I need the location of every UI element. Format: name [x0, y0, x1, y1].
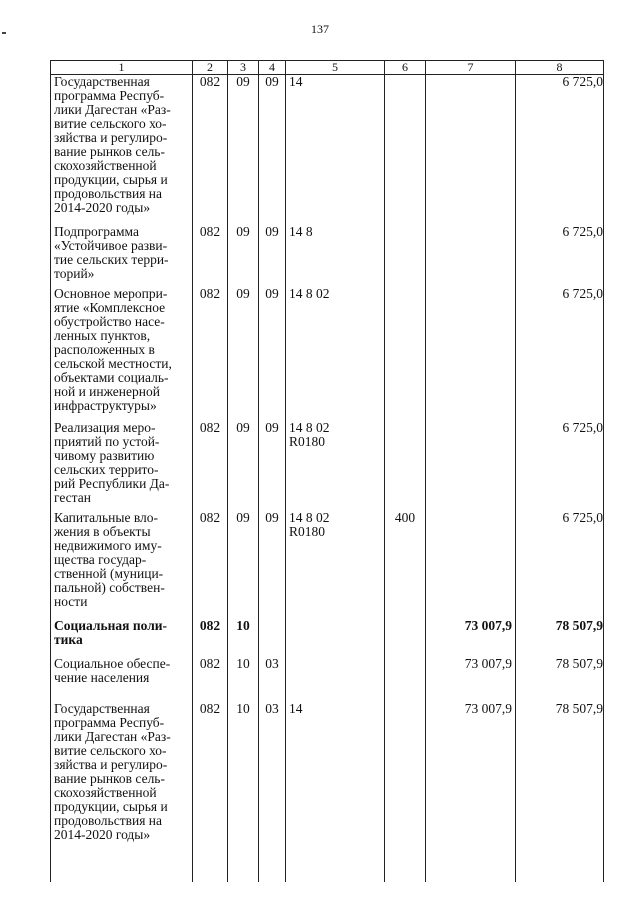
row-name-line: пальной) собствен-	[54, 579, 165, 595]
row-name-line: тика	[54, 631, 83, 647]
row-name-line: ленных пунктов,	[54, 327, 151, 343]
row-name-line: ятие «Комплексное	[54, 299, 166, 315]
row-name-line: щества государ-	[54, 551, 147, 567]
row-name-line: Капитальные вло-	[54, 509, 158, 525]
row-name-line: Подпрограмма	[54, 223, 139, 239]
target-article-line: R0180	[289, 433, 326, 449]
budget-table	[50, 60, 604, 882]
empty-cell	[426, 852, 516, 882]
amount-col-8-cell: 6 725,0	[516, 511, 604, 619]
target-article-cell	[286, 702, 385, 852]
table-row	[51, 702, 604, 852]
row-name-line: 2014-2020 годы»	[54, 826, 151, 842]
code-cell: 082	[193, 287, 228, 421]
row-name-line: скохозяйственной	[54, 158, 157, 173]
row-name-line: витие сельского хо-	[54, 742, 167, 758]
amount-col-7-cell	[426, 225, 516, 287]
subsection-cell: 03	[259, 657, 286, 702]
amount-col-8-cell: 78 507,9	[516, 657, 604, 702]
row-name-line: лики Дагестан «Раз-	[54, 728, 171, 744]
row-name-line: приятий по устой-	[54, 433, 160, 449]
row-name-line: сельских террито-	[54, 461, 159, 477]
amount-col-7-cell: 73 007,9	[426, 702, 516, 852]
row-name-line: Государственная	[54, 74, 150, 89]
code-cell: 082	[193, 702, 228, 852]
row-name-line: инфраструктуры»	[54, 397, 157, 413]
table-row	[51, 619, 604, 657]
row-name-cell	[51, 421, 193, 511]
expense-type-cell	[385, 702, 426, 852]
amount-col-8-cell: 6 725,0	[516, 225, 604, 287]
subsection-cell: 09	[259, 225, 286, 287]
target-article-line: 14 8 02	[289, 285, 330, 301]
code-cell: 082	[193, 619, 228, 657]
amount-col-7-cell: 73 007,9	[426, 657, 516, 702]
row-name-line: ной и инженерной	[54, 383, 160, 399]
code-cell: 082	[193, 75, 228, 225]
row-name-cell	[51, 657, 193, 702]
row-name-line: Реализация меро-	[54, 419, 156, 435]
subsection-cell: 09	[259, 421, 286, 511]
target-article-line: 14 8 02	[289, 419, 330, 435]
section-cell: 09	[228, 421, 259, 511]
amount-col-8-cell: 6 725,0	[516, 421, 604, 511]
row-name-line: Социальная поли-	[54, 617, 168, 633]
code-cell: 082	[193, 225, 228, 287]
subsection-cell: 09	[259, 287, 286, 421]
amount-col-7-cell	[426, 511, 516, 619]
subsection-cell	[259, 619, 286, 657]
header-col-6: 6	[385, 61, 426, 75]
row-name-cell	[51, 75, 193, 225]
section-cell: 09	[228, 511, 259, 619]
target-article-line: 14 8	[289, 223, 313, 239]
row-name-cell	[51, 287, 193, 421]
section-cell: 09	[228, 75, 259, 225]
row-name-line: продовольствия на	[54, 812, 162, 828]
expense-type-cell	[385, 657, 426, 702]
section-cell: 09	[228, 287, 259, 421]
row-name-line: 2014-2020 годы»	[54, 200, 151, 215]
amount-col-8-cell: 6 725,0	[516, 287, 604, 421]
amount-col-7-cell	[426, 287, 516, 421]
row-name-line: программа Респуб-	[54, 714, 165, 730]
table-tail	[51, 852, 604, 882]
row-name-line: лики Дагестан «Раз-	[54, 102, 171, 117]
row-name-line: Социальное обеспе-	[54, 655, 171, 671]
table-row	[51, 657, 604, 702]
row-name-line: тие сельских терри-	[54, 251, 169, 267]
header-col-3: 3	[228, 61, 259, 75]
row-name-line: программа Респуб-	[54, 88, 165, 103]
target-article-cell	[286, 421, 385, 511]
target-article-cell	[286, 287, 385, 421]
subsection-cell: 09	[259, 511, 286, 619]
code-cell: 082	[193, 421, 228, 511]
row-name-line: недвижимого иму-	[54, 537, 162, 553]
empty-cell	[228, 852, 259, 882]
header-row	[51, 61, 604, 75]
header-col-2: 2	[193, 61, 228, 75]
subsection-cell: 03	[259, 702, 286, 852]
row-name-line: объектами социаль-	[54, 369, 169, 385]
expense-type-cell	[385, 225, 426, 287]
amount-col-7-cell	[426, 75, 516, 225]
amount-col-7-cell: 73 007,9	[426, 619, 516, 657]
amount-col-8-cell: 78 507,9	[516, 702, 604, 852]
target-article-cell	[286, 511, 385, 619]
expense-type-cell: 400	[385, 511, 426, 619]
empty-cell	[385, 852, 426, 882]
empty-cell	[193, 852, 228, 882]
empty-cell	[259, 852, 286, 882]
row-name-line: продовольствия на	[54, 186, 162, 201]
page-number: 137	[311, 22, 329, 36]
row-name-cell	[51, 702, 193, 852]
expense-type-cell	[385, 421, 426, 511]
amount-col-8-cell: 6 725,0	[516, 75, 604, 225]
row-name-line: зяйства и регулиро-	[54, 756, 168, 772]
row-name-line: расположенных в	[54, 341, 155, 357]
target-article-cell	[286, 657, 385, 702]
row-name-line: сельской местности,	[54, 355, 172, 371]
target-article-line: 14	[289, 700, 303, 716]
section-cell: 09	[228, 225, 259, 287]
header-col-8: 8	[516, 61, 604, 75]
row-name-line: гестан	[54, 489, 91, 505]
table-row	[51, 225, 604, 287]
row-name-line: жения в объекты	[54, 523, 151, 539]
target-article-line: R0180	[289, 523, 326, 539]
row-name-line: продукции, сырья и	[54, 172, 168, 187]
table-row	[51, 511, 604, 619]
amount-col-8-cell: 78 507,9	[516, 619, 604, 657]
table-body	[51, 75, 604, 882]
header-col-5: 5	[286, 61, 385, 75]
row-name-line: рий Республики Да-	[54, 475, 170, 491]
margin-mark	[2, 32, 6, 34]
row-name-line: чивому развитию	[54, 447, 155, 463]
row-name-line: чение населения	[54, 669, 150, 685]
target-article-cell	[286, 75, 385, 225]
section-cell: 10	[228, 619, 259, 657]
row-name-line: «Устойчивое разви-	[54, 237, 168, 253]
target-article-cell	[286, 619, 385, 657]
subsection-cell: 09	[259, 75, 286, 225]
row-name-line: витие сельского хо-	[54, 116, 167, 131]
empty-cell	[51, 852, 193, 882]
amount-col-7-cell	[426, 421, 516, 511]
section-cell: 10	[228, 702, 259, 852]
target-article-cell	[286, 225, 385, 287]
row-name-line: продукции, сырья и	[54, 798, 168, 814]
header-col-7: 7	[426, 61, 516, 75]
row-name-line: торий»	[54, 265, 95, 281]
row-name-line: вание рынков сель-	[54, 144, 165, 159]
header-col-1: 1	[51, 61, 193, 75]
expense-type-cell	[385, 75, 426, 225]
table-row	[51, 421, 604, 511]
row-name-line: Основное меропри-	[54, 285, 168, 301]
row-name-line: обустройство насе-	[54, 313, 165, 329]
code-cell: 082	[193, 657, 228, 702]
table-row	[51, 287, 604, 421]
table-row	[51, 75, 604, 225]
row-name-cell	[51, 225, 193, 287]
row-name-line: вание рынков сель-	[54, 770, 165, 786]
row-name-cell	[51, 511, 193, 619]
header-col-4: 4	[259, 61, 286, 75]
code-cell: 082	[193, 511, 228, 619]
empty-cell	[516, 852, 604, 882]
row-name-line: ственной (муници-	[54, 565, 164, 581]
target-article-line: 14	[289, 74, 303, 89]
row-name-line: Государственная	[54, 700, 150, 716]
target-article-line: 14 8 02	[289, 509, 330, 525]
row-name-cell	[51, 619, 193, 657]
row-name-line: ности	[54, 593, 88, 609]
row-name-line: скохозяйственной	[54, 784, 157, 800]
expense-type-cell	[385, 619, 426, 657]
section-cell: 10	[228, 657, 259, 702]
row-name-line: зяйства и регулиро-	[54, 130, 168, 145]
empty-cell	[286, 852, 385, 882]
expense-type-cell	[385, 287, 426, 421]
